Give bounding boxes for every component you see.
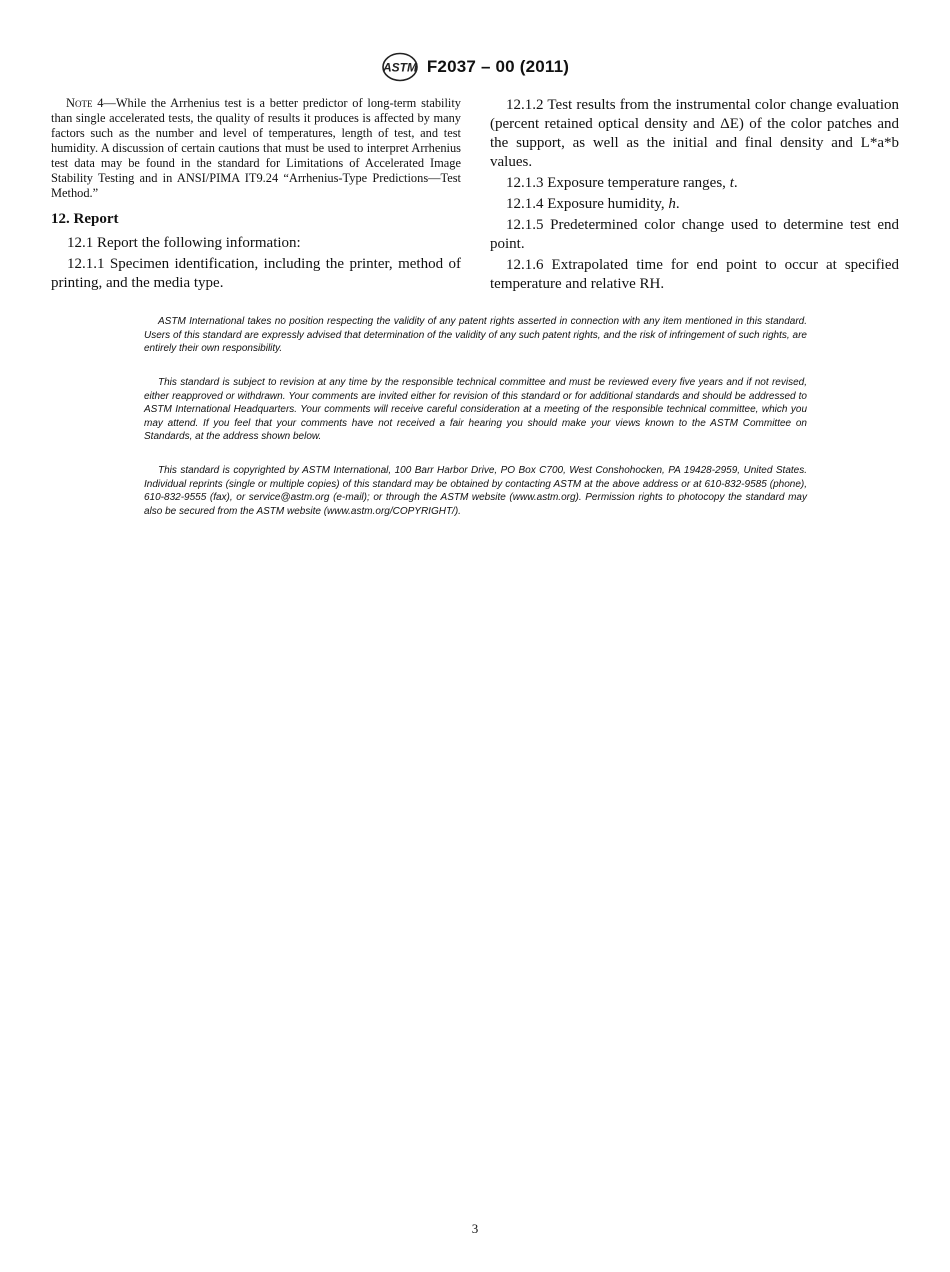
page-number: 3 — [471, 1221, 479, 1236]
para-12-1-2: 12.1.2 Test results from the instrumental color change evaluation (percent retained optical density and ΔE) of the color patches and the support, as well as the initial and final density and L*a*b values. — [490, 97, 899, 170]
para-12-1-1: 12.1.1 Specimen identification, including the printer, method of printing, and the media type. — [51, 256, 461, 291]
astm-logo-icon — [381, 52, 419, 82]
para-12-1-4: 12.1.4 Exposure humidity, h. — [506, 196, 680, 212]
page-header — [0, 52, 950, 82]
para-12-1: 12.1 Report the following information: — [67, 235, 301, 251]
para-12-1-6: 12.1.6 Extrapolated time for end point to occur at specified temperature and relative RH. — [490, 257, 899, 292]
note-4 — [51, 96, 461, 201]
note-label: Note — [66, 96, 93, 110]
para-12-1-3: 12.1.3 Exposure temperature ranges, t. — [506, 175, 738, 191]
right-column — [490, 96, 899, 296]
humidity-variable: h — [668, 196, 676, 212]
patent-notice: ASTM International takes no position respecting the validity of any patent rights asserted in connection with any item mentioned in this standard. Users of this standard are expressly advised that determination of the validity of any such patent rights, and the risk of infringement of such rights, are entirely their own responsibility. — [144, 316, 807, 355]
section-heading-report: 12. Report — [51, 211, 119, 227]
standard-designation: F2037 – 00 (2011) — [426, 57, 570, 76]
copyright-notice: This standard is copyrighted by ASTM International, 100 Barr Harbor Drive, PO Box C700, West Conshohocken, PA 19428-2959, United States. Individual reprints (single or multiple copies) of this standard may be obtained by contacting ASTM at the above address or at 610-832-9585 (phone), 610-832-9555 (fax), or service@astm.org (e-mail); or through the ASTM website (www.astm.org). Permission rights to photocopy the standard may also be secured from the ASTM website (www.astm.org/COPYRIGHT/). — [144, 465, 807, 517]
note-text: 4—While the Arrhenius test is a better predictor of long-term stability than single accelerated tests, the quality of results it produces is affected by many factors such as the number and level of temperatures, length of test, and test humidity. A discussion of certain cautions that must be used to interpret Arrhenius test data may be found in the standard for Limitations of Accelerated Image Stability Testing and in ANSI/PIMA IT9.24 “Arrhenius-Type Predictions—Test Method.” — [51, 96, 461, 200]
para-12-1-3-text: 12.1.3 Exposure temperature ranges, — [506, 175, 730, 191]
revision-notice: This standard is subject to revision at any time by the responsible technical committee and must be reviewed every five years and if not revised, either reapproved or withdrawn. Your comments are invited either for revision of this standard or for additional standards and should be addressed to ASTM International Headquarters. Your comments will receive careful consideration at a meeting of the responsible technical committee, which you may attend. If you feel that your comments have not received a fair hearing you should make your views known to the ASTM Committee on Standards, at the address shown below. — [144, 377, 807, 443]
svg-text:ASTM: ASTM — [382, 60, 417, 75]
temperature-variable: t — [729, 175, 734, 191]
left-column — [51, 96, 461, 295]
para-12-1-4-text: 12.1.4 Exposure humidity, — [506, 196, 669, 212]
para-12-1-5: 12.1.5 Predetermined color change used to determine test end point. — [490, 217, 899, 252]
